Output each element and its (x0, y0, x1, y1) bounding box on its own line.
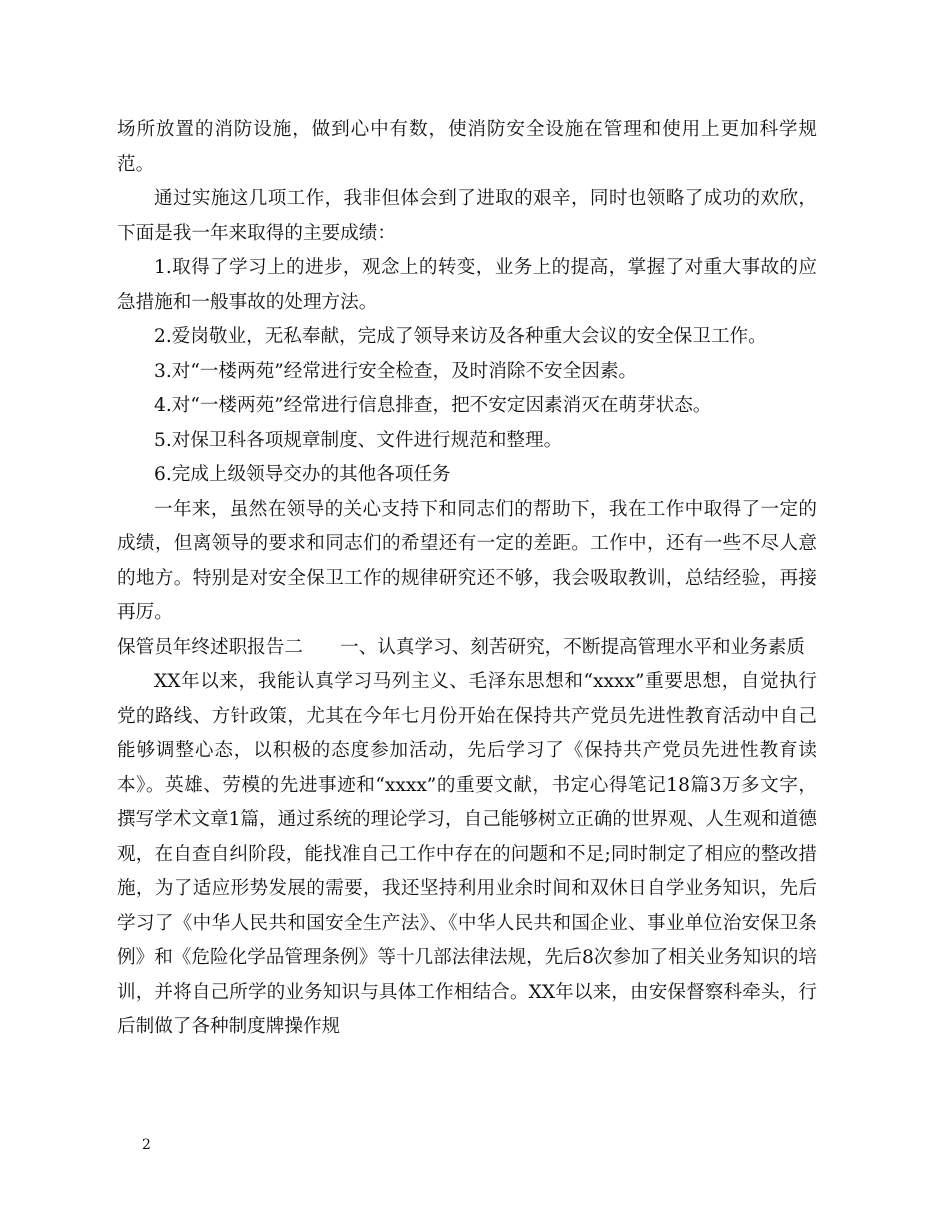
paragraph: 通过实施这几项工作，我非但体会到了进取的艰辛，同时也领略了成功的欢欣，下面是我一年来取得的主要成绩： (117, 188, 817, 244)
page-number: 2 (142, 1137, 151, 1153)
paragraph: 一年来，虽然在领导的关心支持下和同志们的帮助下，我在工作中取得了一定的成绩，但离领导的要求和同志们的希望还有一定的差距。工作中，还有一些不尽人意的地方。特别是对安全保卫工作的规律研究还不够，我会吸取教训，总结经验，再接再厉。 (117, 498, 817, 623)
paragraph: 场所放置的消防设施，做到心中有数，使消防安全设施在管理和使用上更加科学规范。 (117, 119, 817, 175)
list-item: 4.对“一楼两苑”经常进行信息排查，把不安定因素消灭在萌芽状态。 (154, 395, 712, 416)
paragraph: XX年以来，我能认真学习马列主义、毛泽东思想和“xxxx”重要思想，自觉执行党的路线、方针政策，尤其在今年七月份开始在保持共产党员先进性教育活动中自己能够调整心态，以积极的态度参加活动，先后学习了《保持共产党员先进性教育读本》。英雄、劳模的先进事迹和“xxxx”的重要文献，书定心得笔记18篇3万多文字，撰写学术文章1篇，通过系统的理论学习，自己能够树立正确的世界观、人生观和道德观，在自查自纠阶段，能找准自己工作中存在的问题和不足;同时制定了相应的整改措施，为了适应形势发展的需要，我还坚持利用业余时间和双休日自学业务知识，先后学习了《中华人民共和国安全生产法》、《中华人民共和国企业、事业单位治安保卫条例》和《危险化学品管理条例》等十几部法律法规，先后8次参加了相关业务知识的培训，并将自己所学的业务知识与具体工作相结合。XX年以来，由安保督察科牵头，行后制做了各种制度牌操作规 (117, 671, 817, 1037)
list-item: 6.完成上级领导交办的其他各项任务 (154, 464, 451, 485)
list-item: 1.取得了学习上的进步，观念上的转变，业务上的提高，掌握了对重大事故的应急措施和一般事故的处理方法。 (117, 257, 817, 313)
list-item: 2.爱岗敬业，无私奉献，完成了领导来访及各种重大会议的安全保卫工作。 (154, 326, 767, 347)
list-item: 3.对“一楼两苑”经常进行安全检查，及时消除不安全因素。 (154, 360, 638, 382)
section-heading: 保管员年终述职报告二 一、认真学习、刻苦研究，不断提高管理水平和业务素质 (117, 636, 805, 658)
list-item: 5.对保卫科各项规章制度、文件进行规范和整理。 (154, 429, 563, 451)
document-body (117, 113, 817, 1045)
